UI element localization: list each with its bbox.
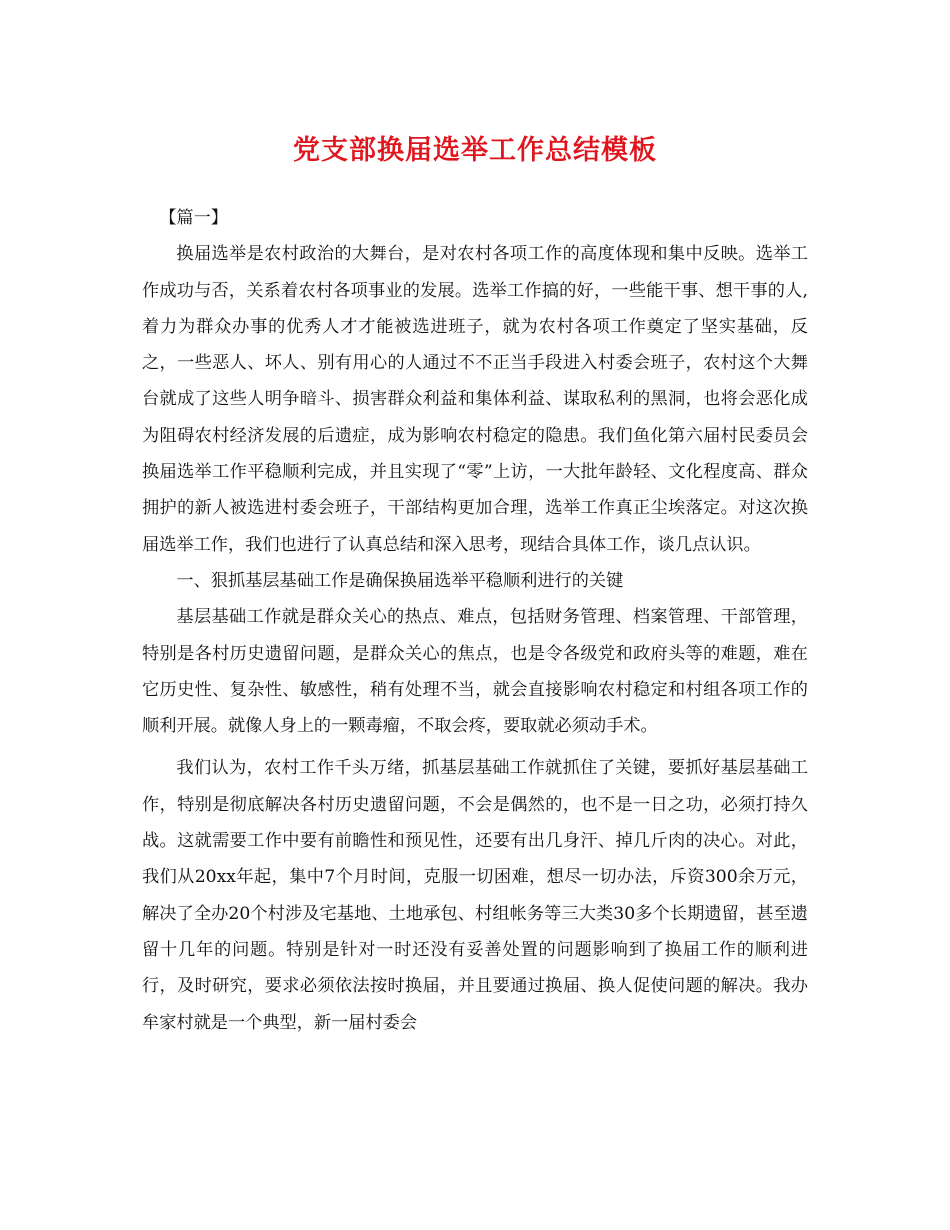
document-body [142, 200, 808, 1041]
paragraph-basic-work: 基层基础工作就是群众关心的热点、难点，包括财务管理、档案管理、干部管理，特别是各村历史遗留问题，是群众关心的焦点，也是令各级党和政府头等的难题，难在它历史性、复杂性、敏感性，稍有处理不当，就会直接影响农村稳定和村组各项工作的顺利开展。就像人身上的一颗毒瘤，不取会疼，要取就必须动手术。 [142, 607, 808, 737]
paragraph-our-view: 我们认为，农村工作千头万绪，抓基层基础工作就抓住了关键，要抓好基层基础工作，特别是彻底解决各村历史遗留问题，不会是偶然的，也不是一日之功，必须打持久战。这就需要工作中要有前瞻性和预见性，还要有出几身汗、掉几斤肉的决心。对此，我们从20xx年起，集中7个月时间，克服一切困难，想尽一切办法，斥资300余万元，解决了全办20个村涉及宅基地、土地承包、村组帐务等三大类30多个长期遗留，甚至遗留十几年的问题。特别是针对一时还没有妥善处置的问题影响到了换届工作的顺利进行，及时研究，要求必须依法按时换届，并且要通过换届、换人促使问题的解决。我办牟家村就是一个典型，新一届村委会 [142, 758, 808, 1033]
section-label: 【篇一】 [159, 208, 228, 228]
section-heading-1: 一、狠抓基层基础工作是确保换届选举平稳顺利进行的关键 [176, 570, 624, 591]
document-title: 党支部换届选举工作总结模板 [293, 135, 657, 166]
paragraph-intro: 换届选举是农村政治的大舞台，是对农村各项工作的高度体现和集中反映。选举工作成功与否，关系着农村各项事业的发展。选举工作搞的好，一些能干事、想干事的人,着力为群众办事的优秀人才才能被选进班子，就为农村各项工作奠定了坚实基础，反之，一些恶人、坏人、别有用心的人通过不不正当手段进入村委会班子，农村这个大舞台就成了这些人明争暗斗、损害群众利益和集体利益、谋取私利的黑洞，也将会恶化成为阻碍农村经济发展的后遗症，成为影响农村稳定的隐患。我们鱼化第六届村民委员会换届选举工作平稳顺利完成，并且实现了“零”上访，一大批年龄轻、文化程度高、群众拥护的新人被选进村委会班子，干部结构更加合理，选举工作真正尘埃落定。对这次换届选举工作，我们也进行了认真总结和深入思考，现结合具体工作，谈几点认识。 [142, 244, 808, 555]
